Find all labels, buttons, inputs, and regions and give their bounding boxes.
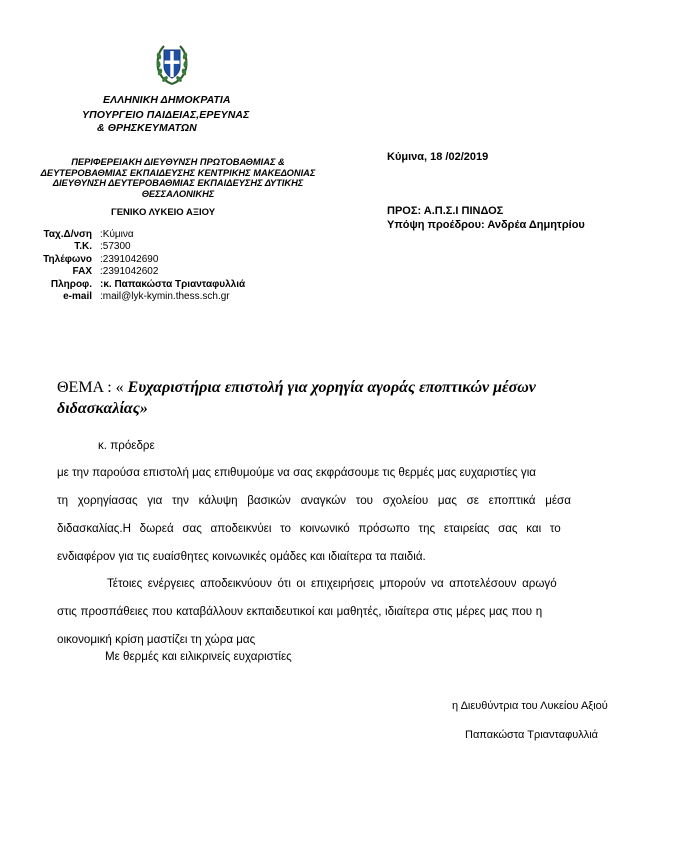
paragraph-2: [57, 570, 635, 654]
recipient-attention: Υπόψη προέδρου: Ανδρέα Δημητρίου: [387, 219, 585, 231]
zip-value: :57300: [100, 241, 131, 252]
p1-line-4: ενδιαφέρον για τις ευαίσθητες κοινωνικές ομάδες και ιδιαίτερα τα παιδιά.: [57, 550, 426, 563]
regional-directorate: [23, 157, 333, 199]
address-value: :Κύμινα: [100, 229, 134, 240]
subject-prefix: ΘΕΜΑ : «: [57, 379, 128, 396]
ministry-line-1: ΥΠΟΥΡΓΕΙΟ ΠΑΙΔΕΙΑΣ,ΕΡΕΥΝΑΣ: [82, 109, 250, 121]
region-line-4: ΘΕΣΣΑΛΟΝΙΚΗΣ: [141, 188, 215, 199]
ministry-line-2: & ΘΡΗΣΚΕΥΜΑΤΩΝ: [97, 122, 197, 134]
region-line-3: ΔΙΕΥΘΥΝΣΗ ΔΕΥΤΕΡΟΒΑΘΜΙΑΣ ΕΚΠΑΙΔΕΥΣΗΣ ΔΥΤΙΚΗΣ: [52, 178, 304, 188]
info-value: :κ. Παπακώστα Τριανταφυλλιά: [100, 278, 246, 290]
p2-line-3: οικονομική κρίση μαστίζει τη χώρα μας: [57, 633, 256, 646]
p1-line-1: με την παρούσα επιστολή μας επιθυμούμε να σας εκφράσουμε τις θερμές μας ευχαριστίες για: [57, 466, 536, 479]
contact-phone: [12, 254, 272, 266]
zip-label: Τ.Κ.: [74, 241, 92, 252]
paragraph-1: [57, 459, 635, 571]
contact-info: [12, 279, 272, 291]
closing: Με θερμές και ειλικρινείς ευχαριστίες: [105, 650, 292, 663]
subject-title-line-2: διδασκαλίας: [57, 400, 140, 417]
p2-line-1: Τέτοιες ενέργειες αποδεικνύουν ότι οι επιχειρήσεις μπορούν να αποτελέσουν αρωγό: [107, 577, 557, 590]
recipient-to: ΠΡΟΣ: Α.Π.Σ.Ι ΠΙΝΔΟΣ: [387, 205, 504, 217]
p1-line-3: διδασκαλίας.Η δωρεά σας αποδεικνύει το κοινωνικό πρόσωπο της εταιρείας σας και το: [57, 522, 561, 535]
p2-line-2: στις προσπάθειες που καταβάλλουν εκπαιδευτικοί και μαθητές, ιδιαίτερα στις μέρες μας που η: [57, 605, 543, 618]
email-label: e-mail: [63, 291, 92, 302]
salutation: κ. πρόεδρε: [98, 439, 155, 452]
fax-value: :2391042602: [100, 266, 159, 277]
contact-email: [12, 291, 272, 303]
subject: [57, 377, 637, 419]
contact-address: [12, 229, 272, 241]
info-label: Πληροφ.: [50, 278, 92, 290]
place-date: Κύμινα, 18 /02/2019: [387, 151, 489, 163]
subject-suffix: »: [139, 400, 148, 417]
fax-label: FAX: [72, 266, 92, 277]
contact-zip: [12, 241, 272, 253]
contact-fax: [12, 266, 272, 278]
p1-line-2: τη χορηγίασας για την κάλυψη βασικών αναγκών του σχολείου μας σε εποπτικά μέσα: [57, 494, 571, 507]
signature-name: Παπακώστα Τριανταφυλλιά: [465, 729, 599, 741]
subject-title-line-1: Ευχαριστήρια επιστολή για χορηγία αγοράς εποπτικών μέσων: [127, 379, 536, 396]
address-label: Ταχ.Δ/νση: [43, 229, 92, 240]
phone-label: Τηλέφωνο: [43, 253, 92, 265]
email-value: :mail@lyk-kymin.thess.sch.gr: [100, 291, 230, 302]
school-name: ΓΕΝΙΚΟ ΛΥΚΕΙΟ ΑΞΙΟΥ: [111, 207, 216, 218]
region-line-1: ΠΕΡΙΦΕΡΕΙΑΚΗ ΔΙΕΥΘΥΝΣΗ ΠΡΩΤΟΒΑΘΜΙΑΣ &: [71, 157, 285, 167]
republic-heading: ΕΛΛΗΝΙΚΗ ΔΗΜΟΚΡΑΤΙΑ: [103, 94, 231, 106]
phone-value: :2391042690: [100, 253, 159, 265]
region-line-2: ΔΕΥΤΕΡΟΒΑΘΜΙΑΣ ΕΚΠΑΙΔΕΥΣΗΣ ΚΕΝΤΡΙΚΗΣ ΜΑΚΕΔΟΝΙΑΣ: [40, 167, 316, 178]
contact-block: [12, 229, 312, 309]
signature-role: η Διευθύντρια του Λυκείου Αξιού: [452, 700, 608, 712]
greek-emblem-icon: [155, 42, 189, 86]
